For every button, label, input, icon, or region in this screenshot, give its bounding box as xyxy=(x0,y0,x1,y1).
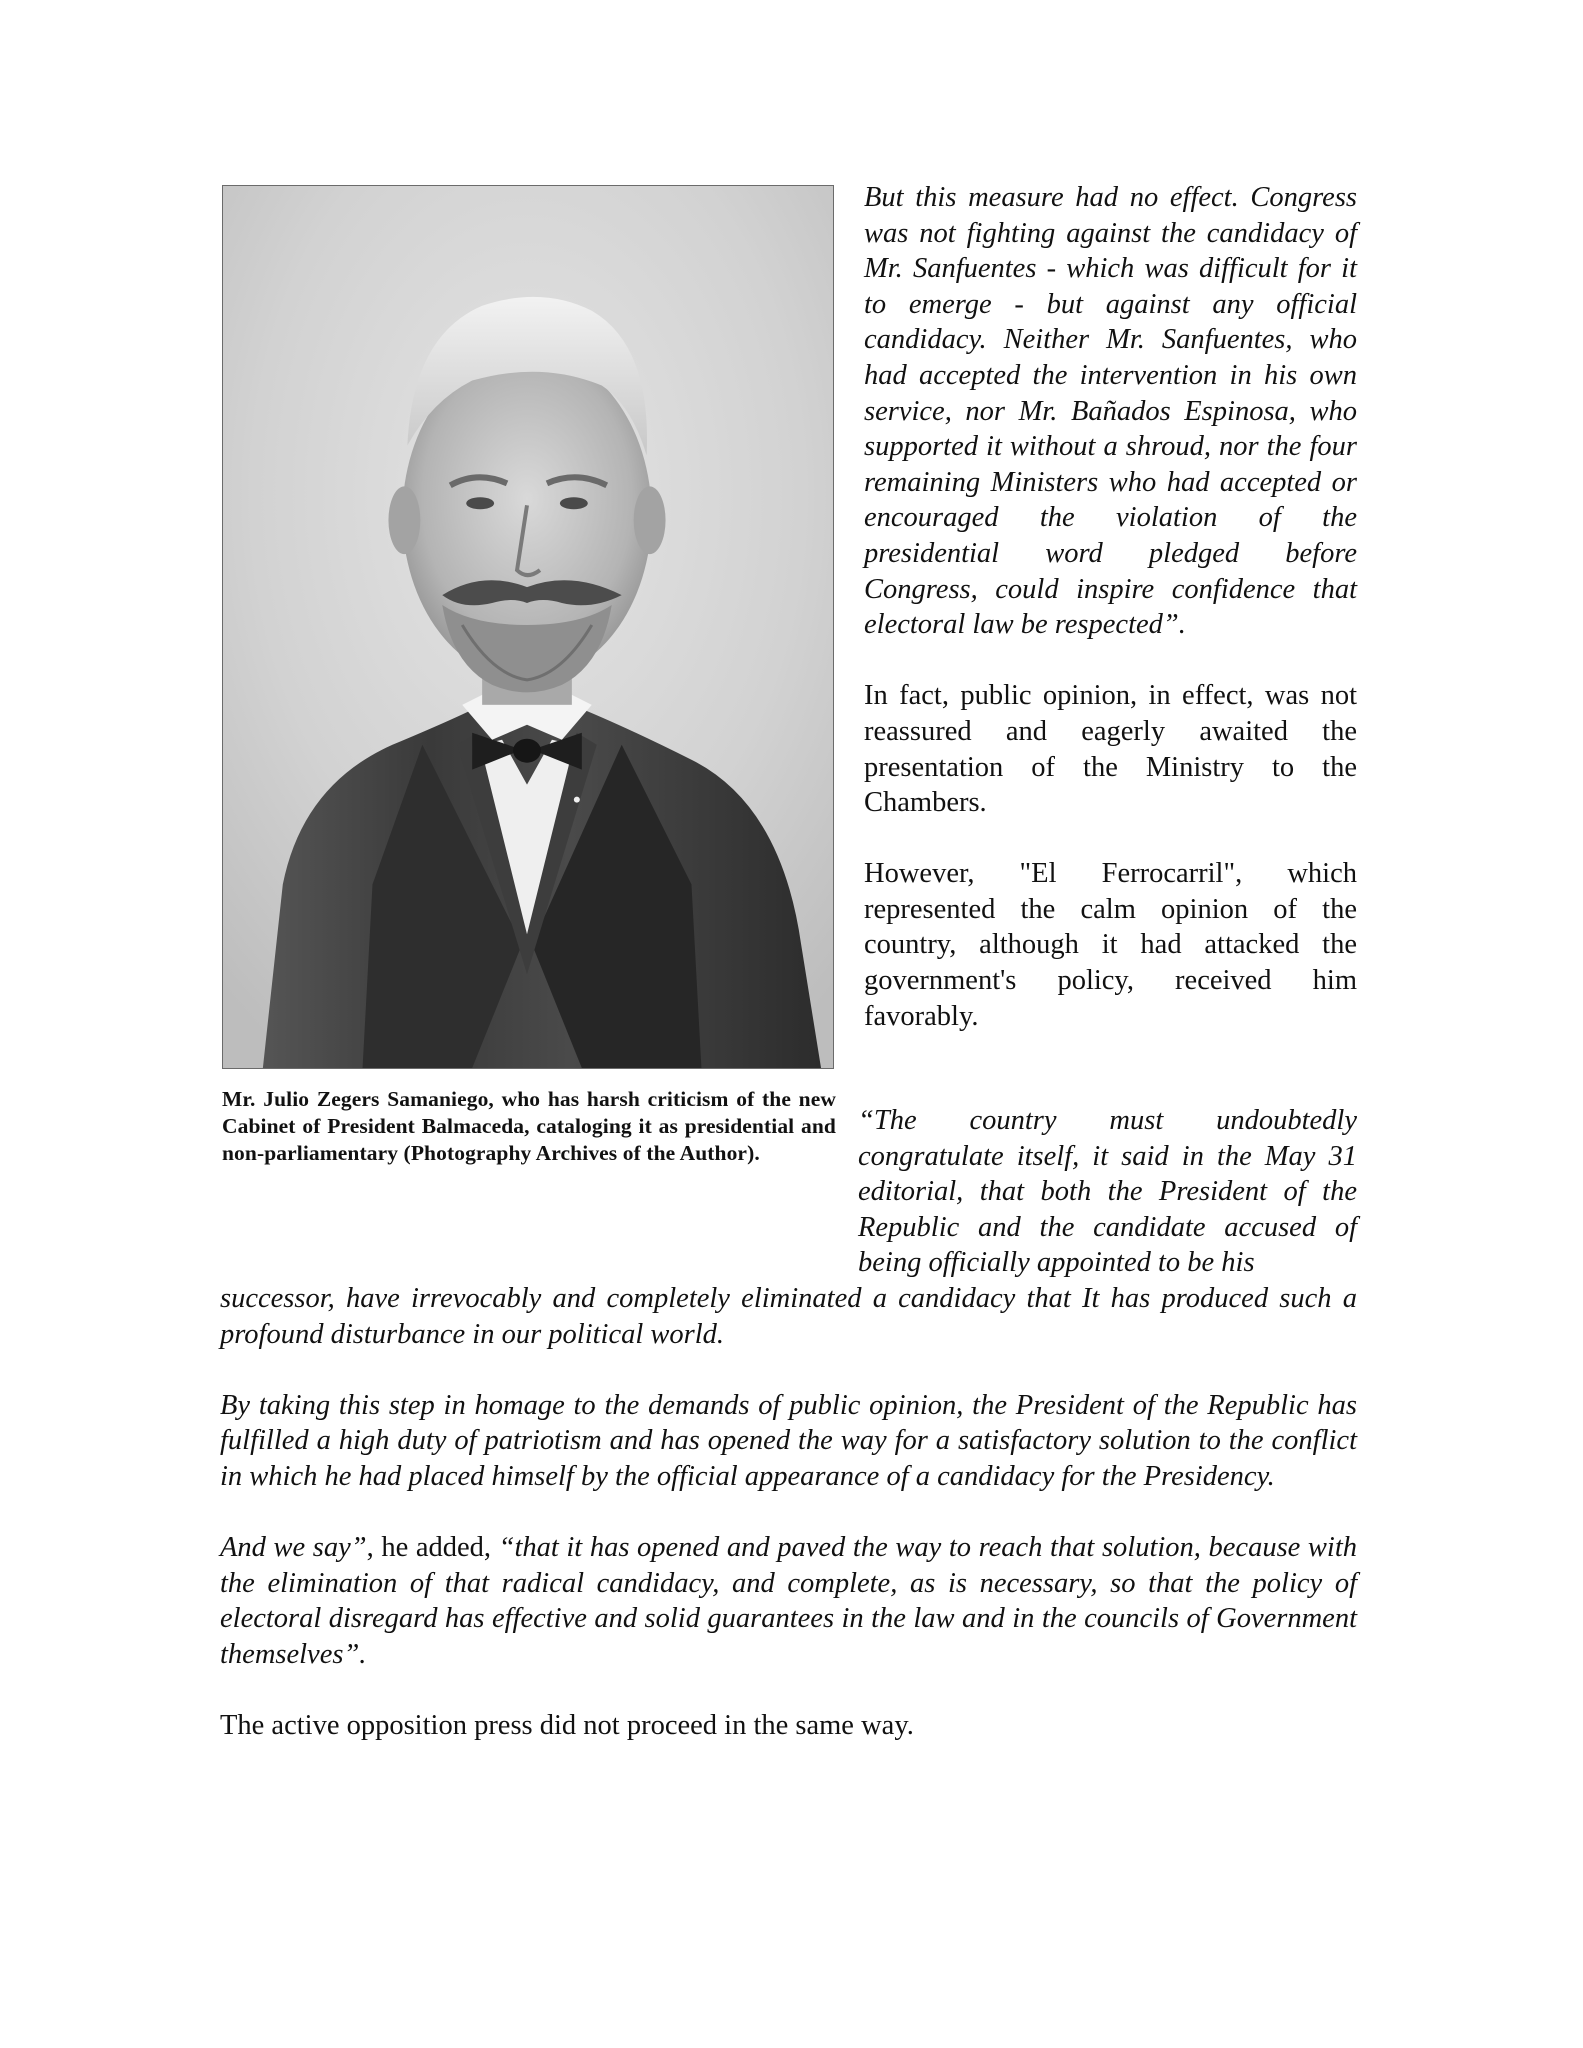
portrait-illustration xyxy=(223,186,833,1068)
he-added: , he added, xyxy=(366,1532,499,1564)
paragraph-homage: By taking this step in homage to the demands of public opinion, the President of the Republic has fulfilled a high duty of patriotism and has opened the way for a satisfactory solution to the conflict in which he had placed himself by the official appearance of a candidacy for the Presidency. xyxy=(220,1389,1357,1492)
paragraph-el-ferrocarril: However, "El Ferrocarril", which represented the calm opinion of the country, although it had attacked the government's policy, received him favorably. xyxy=(864,858,1357,1032)
photo-caption: Mr. Julio Zegers Samaniego, who has harsh criticism of the new Cabinet of President Balmaceda, cataloging it as presidential and non-parliamentary (Photography Archives of the Author). xyxy=(222,1087,836,1165)
paragraph-public-opinion: In fact, public opinion, in effect, was not reassured and eagerly awaited the presentation of the Ministry to the Chambers. xyxy=(864,680,1357,819)
portrait-photo xyxy=(222,185,834,1069)
and-we-say-lead: And we say” xyxy=(220,1532,367,1564)
paragraph-measure-no-effect: But this measure had no effect. Congress was not fighting against the candidacy of Mr. Sanfuentes - which was difficult for it to emerge - but against any official candidacy. Neither Mr. Sanfuentes, who had accepted the intervention in his own service, nor Mr. Bañados Espinosa, who supported it without a shroud, nor the four remaining Ministers who had accepted or encouraged the violation of the presidential word pledged before Congress, could inspire confidence that electoral law be respected”. xyxy=(864,182,1357,641)
quote-start-column xyxy=(858,1103,1357,1281)
paragraph-congratulate-column: “The country must undoubtedly congratulate itself, it said in the May 31 editorial, that both the President of the Republic and the candidate accused of being officially appointed to be his xyxy=(858,1105,1357,1279)
paragraph-opposition-press: The active opposition press did not proceed in the same way. xyxy=(220,1710,914,1742)
paragraph-and-we-say xyxy=(220,1530,1357,1672)
full-width-block xyxy=(220,1281,1357,1744)
and-we-say-quote: “that it has opened and paved the way to reach that solution, because with the elimination of that radical candidacy, and complete, as is necessary, so that the policy of electoral disregard has effective and solid guarantees in the law and in the councils of Government themselves”. xyxy=(220,1532,1357,1670)
right-column xyxy=(864,180,1357,1034)
paragraph-congratulate-continuation: successor, have irrevocably and completely eliminated a candidacy that It has produced such a profound disturbance in our political world. xyxy=(220,1283,1357,1350)
